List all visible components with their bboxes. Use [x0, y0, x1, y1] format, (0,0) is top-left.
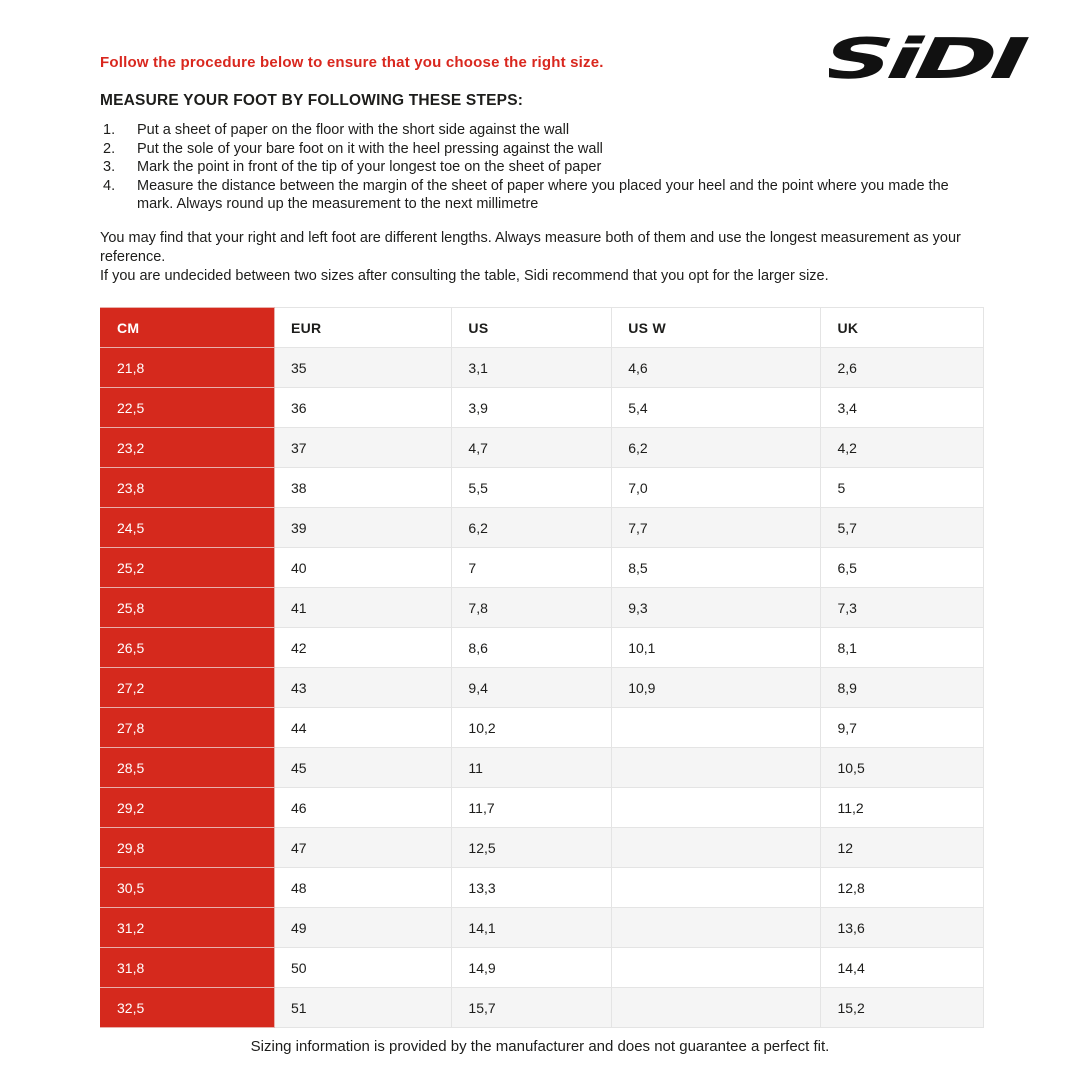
cell-size-value: 43	[274, 668, 451, 708]
table-row	[101, 588, 984, 628]
cell-size-value: 12,5	[452, 828, 612, 868]
sidi-logo	[829, 28, 1034, 88]
cell-size-value: 10,1	[612, 628, 821, 668]
table-header-cell-cm: CM	[101, 308, 275, 348]
cell-size-value: 3,4	[821, 388, 984, 428]
cell-size-value: 7	[452, 548, 612, 588]
step-number: 1.	[103, 122, 116, 138]
cell-size-value: 11	[452, 748, 612, 788]
table-row	[101, 548, 984, 588]
cell-size-value: 51	[274, 988, 451, 1028]
cell-cm-value: 26,5	[101, 628, 275, 668]
cell-cm-value: 24,5	[101, 508, 275, 548]
cell-size-value: 14,9	[452, 948, 612, 988]
table-header-cell-eur: EUR	[274, 308, 451, 348]
cell-cm-value: 23,2	[101, 428, 275, 468]
cell-size-value: 50	[274, 948, 451, 988]
table-header-row	[101, 308, 984, 348]
cell-size-value	[612, 988, 821, 1028]
cell-size-value: 39	[274, 508, 451, 548]
cell-size-value	[612, 828, 821, 868]
sidi-logo-text: SiDI	[829, 28, 942, 88]
cell-size-value: 49	[274, 908, 451, 948]
cell-size-value: 3,9	[452, 388, 612, 428]
table-row	[101, 828, 984, 868]
cell-size-value: 10,5	[821, 748, 984, 788]
intro-text: Follow the procedure below to ensure that you choose the right size.	[100, 54, 604, 71]
cell-size-value: 40	[274, 548, 451, 588]
cell-size-value: 10,2	[452, 708, 612, 748]
table-row	[101, 908, 984, 948]
cell-size-value: 42	[274, 628, 451, 668]
table-row	[101, 388, 984, 428]
cell-cm-value: 31,8	[101, 948, 275, 988]
cell-size-value: 38	[274, 468, 451, 508]
cell-size-value: 11,7	[452, 788, 612, 828]
table-row	[101, 748, 984, 788]
cell-size-value: 3,1	[452, 348, 612, 388]
step-item-3	[100, 158, 972, 177]
cell-size-value: 36	[274, 388, 451, 428]
cell-size-value: 8,9	[821, 668, 984, 708]
cell-size-value: 46	[274, 788, 451, 828]
table-row	[101, 988, 984, 1028]
step-text: Put a sheet of paper on the floor with the short side against the wall	[137, 122, 570, 138]
table-row	[101, 468, 984, 508]
cell-size-value	[612, 868, 821, 908]
cell-size-value: 6,2	[612, 428, 821, 468]
cell-size-value: 14,4	[821, 948, 984, 988]
cell-size-value: 8,6	[452, 628, 612, 668]
cell-size-value: 7,7	[612, 508, 821, 548]
cell-size-value	[612, 908, 821, 948]
table-row	[101, 668, 984, 708]
cell-size-value: 4,7	[452, 428, 612, 468]
table-row	[101, 868, 984, 908]
cell-size-value: 14,1	[452, 908, 612, 948]
cell-size-value: 9,3	[612, 588, 821, 628]
step-text: Measure the distance between the margin of the sheet of paper where you placed your heel and the point where you made the mark. Always round up the measurement to the next millimetre	[137, 177, 949, 212]
step-number: 4.	[103, 177, 116, 194]
section-heading: MEASURE YOUR FOOT BY FOLLOWING THESE STEPS:	[100, 92, 524, 109]
step-number: 3.	[103, 159, 116, 175]
cell-size-value: 5,5	[452, 468, 612, 508]
cell-cm-value: 25,8	[101, 588, 275, 628]
cell-size-value: 2,6	[821, 348, 984, 388]
step-text: Mark the point in front of the tip of your longest toe on the sheet of paper	[137, 159, 602, 175]
table-header-cell-us: US	[452, 308, 612, 348]
table-row	[101, 508, 984, 548]
cell-size-value: 13,3	[452, 868, 612, 908]
cell-cm-value: 29,8	[101, 828, 275, 868]
cell-cm-value: 29,2	[101, 788, 275, 828]
step-text: Put the sole of your bare foot on it with the heel pressing against the wall	[137, 140, 603, 157]
table-row	[101, 628, 984, 668]
cell-cm-value: 21,8	[101, 348, 275, 388]
cell-size-value: 6,5	[821, 548, 984, 588]
table-header-cell-us-w: US W	[612, 308, 821, 348]
cell-size-value	[612, 948, 821, 988]
cell-size-value: 8,5	[612, 548, 821, 588]
cell-size-value: 6,2	[452, 508, 612, 548]
cell-size-value: 5,7	[821, 508, 984, 548]
cell-size-value: 10,9	[612, 668, 821, 708]
cell-size-value: 15,7	[452, 988, 612, 1028]
cell-cm-value: 32,5	[101, 988, 275, 1028]
steps-list	[100, 121, 972, 214]
table-row	[101, 948, 984, 988]
table-row	[101, 428, 984, 468]
step-item-2	[100, 140, 972, 159]
table-row	[101, 788, 984, 828]
step-number: 2.	[103, 140, 116, 157]
cell-cm-value: 27,2	[101, 668, 275, 708]
cell-size-value: 41	[274, 588, 451, 628]
cell-size-value: 47	[274, 828, 451, 868]
cell-size-value: 37	[274, 428, 451, 468]
cell-size-value: 7,8	[452, 588, 612, 628]
table-row	[101, 348, 984, 388]
note-paragraph-2: If you are undecided between two sizes after consulting the table, Sidi recommend that you opt for the larger size.	[100, 268, 829, 284]
cell-size-value: 4,6	[612, 348, 821, 388]
cell-cm-value: 28,5	[101, 748, 275, 788]
cell-size-value: 9,7	[821, 708, 984, 748]
cell-size-value: 7,3	[821, 588, 984, 628]
footer-disclaimer: Sizing information is provided by the manufacturer and does not guarantee a perfect fit.	[250, 1038, 830, 1055]
step-item-1	[100, 121, 972, 140]
cell-size-value: 35	[274, 348, 451, 388]
cell-size-value: 8,1	[821, 628, 984, 668]
cell-size-value: 5,4	[612, 388, 821, 428]
table-header-cell-uk: UK	[821, 308, 984, 348]
notes-block	[100, 229, 984, 286]
note-paragraph-1: You may find that your right and left foot are different lengths. Always measure both of them and use the longest measurement as your reference.	[100, 230, 961, 265]
cell-size-value: 9,4	[452, 668, 612, 708]
cell-size-value: 45	[274, 748, 451, 788]
cell-cm-value: 25,2	[101, 548, 275, 588]
cell-size-value	[612, 708, 821, 748]
cell-size-value: 7,0	[612, 468, 821, 508]
cell-size-value	[612, 788, 821, 828]
cell-cm-value: 23,8	[101, 468, 275, 508]
cell-size-value: 44	[274, 708, 451, 748]
cell-size-value	[612, 748, 821, 788]
table-row	[101, 708, 984, 748]
size-conversion-table	[100, 307, 984, 1028]
cell-cm-value: 27,8	[101, 708, 275, 748]
sidi-logo-graphic	[829, 28, 1034, 88]
cell-cm-value: 22,5	[101, 388, 275, 428]
cell-cm-value: 31,2	[101, 908, 275, 948]
cell-cm-value: 30,5	[101, 868, 275, 908]
cell-size-value: 12,8	[821, 868, 984, 908]
cell-size-value: 4,2	[821, 428, 984, 468]
cell-size-value: 12	[821, 828, 984, 868]
cell-size-value: 5	[821, 468, 984, 508]
step-item-4	[100, 177, 972, 214]
cell-size-value: 13,6	[821, 908, 984, 948]
cell-size-value: 15,2	[821, 988, 984, 1028]
cell-size-value: 48	[274, 868, 451, 908]
cell-size-value: 11,2	[821, 788, 984, 828]
